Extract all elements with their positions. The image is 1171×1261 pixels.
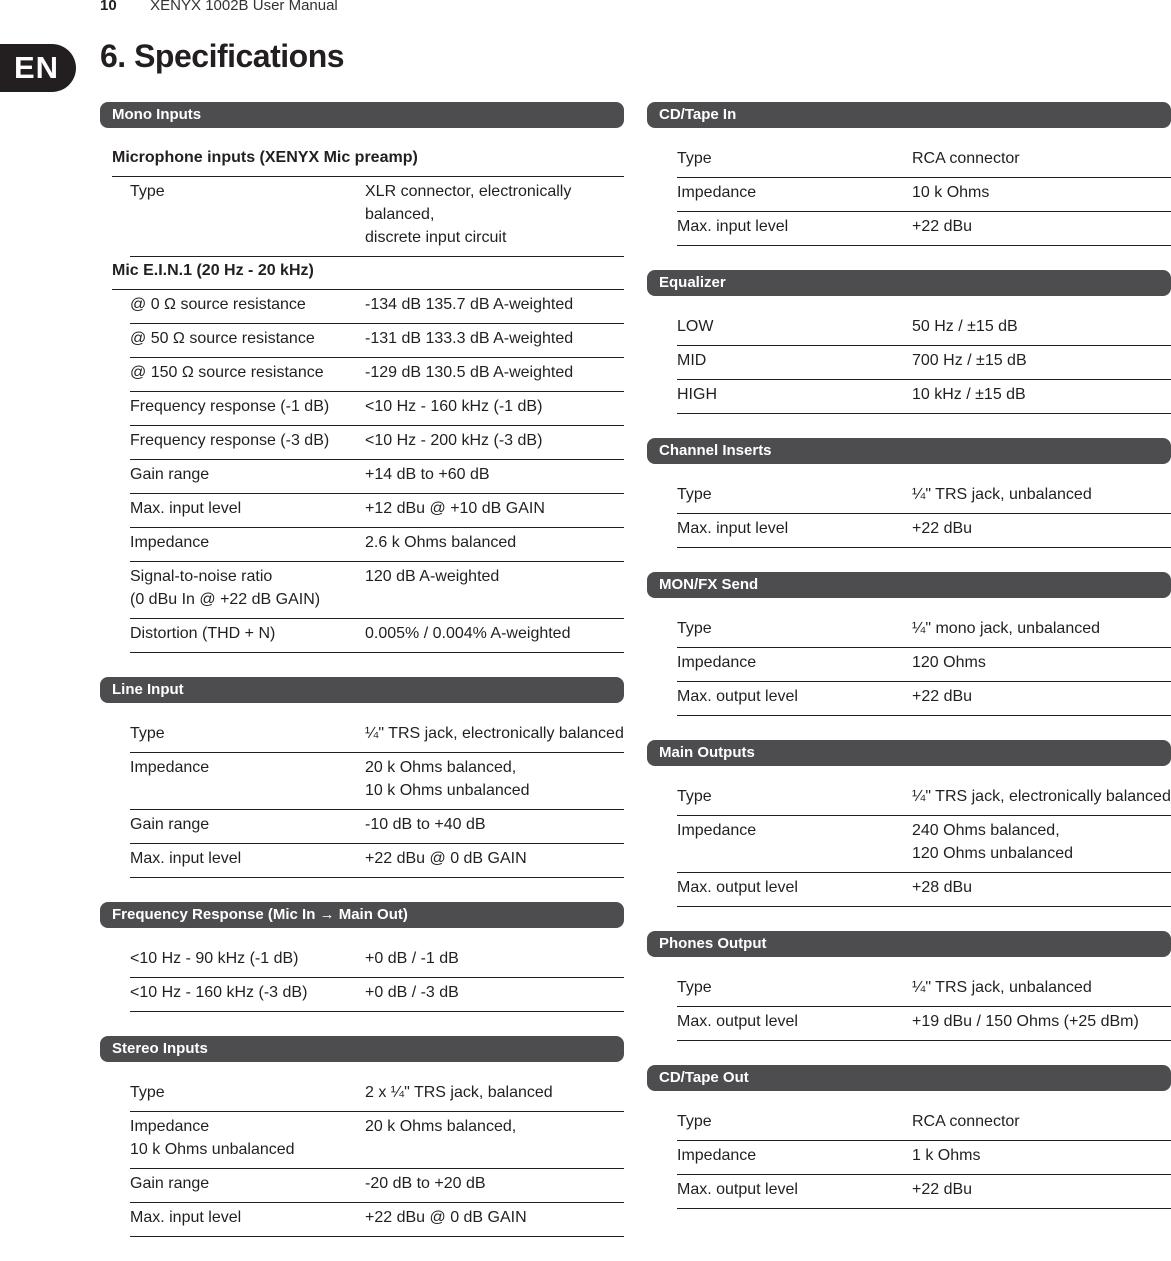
spec-value: 240 Ohms balanced, 120 Ohms unbalanced: [912, 822, 1073, 862]
spec-label: Type: [677, 150, 712, 167]
spec-rows: [647, 1107, 1171, 1209]
spec-label: Max. output level: [677, 1013, 798, 1030]
spec-row: [130, 290, 624, 324]
right-column: [647, 102, 1171, 1233]
spec-label: Type: [677, 486, 712, 503]
spec-row: [677, 973, 1171, 1007]
spec-rows: [100, 144, 624, 653]
spec-value: +22 dBu @ 0 dB GAIN: [365, 850, 527, 867]
spec-value: +22 dBu: [912, 218, 973, 235]
spec-section-frequency-response-mic-in-main-out: [100, 902, 624, 1012]
spec-value: +14 dB to +60 dB: [365, 466, 490, 483]
spec-rows: [647, 782, 1171, 907]
spec-row: [130, 426, 624, 460]
spec-label: Impedance: [677, 822, 757, 839]
spec-label: LOW: [677, 318, 714, 335]
spec-value: +22 dBu: [912, 520, 973, 537]
spec-row: [677, 480, 1171, 514]
spec-label: Frequency response (-3 dB): [130, 432, 330, 449]
spec-value: +22 dBu: [912, 688, 973, 705]
spec-label: MID: [677, 352, 707, 369]
spec-section-mono-inputs: [100, 102, 624, 653]
section-header: Stereo Inputs: [100, 1036, 624, 1062]
spec-subheading: Microphone inputs (XENYX Mic preamp): [112, 144, 624, 177]
spec-value: -129 dB 130.5 dB A-weighted: [365, 364, 574, 381]
spec-label: Distortion (THD + N): [130, 625, 276, 642]
section-header: Channel Inserts: [647, 438, 1171, 464]
spec-value: ¼" TRS jack, electronically balanced: [912, 788, 1171, 805]
section-header: CD/Tape In: [647, 102, 1171, 128]
spec-row: [130, 810, 624, 844]
spec-row: [677, 1007, 1171, 1041]
section-header: MON/FX Send: [647, 572, 1171, 598]
spec-value: XLR connector, electronically balanced, discrete input circuit: [365, 183, 572, 246]
spec-label: Max. output level: [677, 1181, 798, 1198]
spec-label: Impedance 10 k Ohms unbalanced: [130, 1118, 295, 1158]
spec-value: 10 k Ohms: [912, 184, 990, 201]
spec-label: Type: [130, 183, 165, 200]
page-number: 10: [100, 0, 117, 14]
spec-label: Type: [130, 1084, 165, 1101]
spec-label: Impedance: [130, 534, 210, 551]
spec-row: [677, 1141, 1171, 1175]
spec-label: Impedance: [130, 759, 210, 776]
spec-subheading: Mic E.I.N.1 (20 Hz - 20 kHz): [112, 257, 624, 290]
spec-row: [130, 1203, 624, 1237]
language-tab: EN: [0, 44, 76, 92]
spec-value: <10 Hz - 200 kHz (-3 dB): [365, 432, 543, 449]
spec-value: +22 dBu: [912, 1181, 973, 1198]
spec-label: Type: [677, 620, 712, 637]
spec-row: [677, 1175, 1171, 1209]
spec-value: 2 x ¼" TRS jack, balanced: [365, 1084, 553, 1101]
spec-value: ¼" TRS jack, unbalanced: [912, 486, 1092, 503]
spec-row: [130, 528, 624, 562]
spec-row: [130, 460, 624, 494]
spec-label: Type: [677, 1113, 712, 1130]
section-header: Phones Output: [647, 931, 1171, 957]
spec-label: Impedance: [677, 654, 757, 671]
section-header: Main Outputs: [647, 740, 1171, 766]
spec-value: 50 Hz / ±15 dB: [912, 318, 1018, 335]
spec-row: [130, 177, 624, 257]
spec-label: Type: [677, 979, 712, 996]
section-header: Line Input: [100, 677, 624, 703]
spec-row: [130, 1078, 624, 1112]
spec-label: Signal-to-noise ratio (0 dBu In @ +22 dB GAIN): [130, 568, 321, 608]
spec-value: -20 dB to +20 dB: [365, 1175, 486, 1192]
spec-value: +19 dBu / 150 Ohms (+25 dBm): [912, 1013, 1139, 1030]
spec-row: [677, 873, 1171, 907]
spec-label: Max. output level: [677, 879, 798, 896]
spec-label: @ 150 Ω source resistance: [130, 364, 324, 381]
spec-label: Frequency response (-1 dB): [130, 398, 330, 415]
spec-row: [130, 494, 624, 528]
spec-row: [677, 682, 1171, 716]
spec-section-phones-output: [647, 931, 1171, 1041]
spec-row: [677, 1107, 1171, 1141]
spec-value: ¼" TRS jack, unbalanced: [912, 979, 1092, 996]
left-column: [100, 102, 624, 1261]
spec-value: 2.6 k Ohms balanced: [365, 534, 517, 551]
spec-row: [677, 312, 1171, 346]
spec-section-stereo-inputs: [100, 1036, 624, 1237]
spec-rows: [647, 312, 1171, 414]
spec-row: [677, 212, 1171, 246]
spec-row: [130, 619, 624, 653]
spec-label: Max. input level: [130, 1209, 242, 1226]
spec-value: ¼" mono jack, unbalanced: [912, 620, 1101, 637]
spec-label: <10 Hz - 160 kHz (-3 dB): [130, 984, 308, 1001]
spec-value: -131 dB 133.3 dB A-weighted: [365, 330, 574, 347]
spec-value: +22 dBu @ 0 dB GAIN: [365, 1209, 527, 1226]
spec-label: @ 0 Ω source resistance: [130, 296, 306, 313]
spec-label: Max. output level: [677, 688, 798, 705]
spec-value: RCA connector: [912, 1113, 1020, 1130]
spec-value: 1 k Ohms: [912, 1147, 981, 1164]
section-header: Equalizer: [647, 270, 1171, 296]
spec-section-channel-inserts: [647, 438, 1171, 548]
section-header: Frequency Response (Mic In → Main Out): [100, 902, 624, 928]
spec-label: <10 Hz - 90 kHz (-1 dB): [130, 950, 299, 967]
spec-value: 120 Ohms: [912, 654, 986, 671]
spec-label: Max. input level: [130, 850, 242, 867]
spec-label: Gain range: [130, 466, 210, 483]
spec-value: 20 k Ohms balanced, 10 k Ohms unbalanced: [365, 759, 530, 799]
spec-row: [130, 978, 624, 1012]
spec-label: HIGH: [677, 386, 717, 403]
spec-rows: [100, 719, 624, 878]
spec-row: [130, 358, 624, 392]
spec-value: -10 dB to +40 dB: [365, 816, 486, 833]
spec-rows: [647, 614, 1171, 716]
spec-row: [677, 380, 1171, 414]
spec-value: ¼" TRS jack, electronically balanced: [365, 725, 624, 742]
section-header: Mono Inputs: [100, 102, 624, 128]
spec-row: [677, 346, 1171, 380]
spec-row: [130, 562, 624, 619]
spec-row: [677, 144, 1171, 178]
spec-value: <10 Hz - 160 kHz (-1 dB): [365, 398, 543, 415]
spec-value: 20 k Ohms balanced,: [365, 1118, 517, 1135]
running-header: [100, 0, 338, 14]
spec-value: RCA connector: [912, 150, 1020, 167]
spec-rows: [647, 480, 1171, 548]
section-header: CD/Tape Out: [647, 1065, 1171, 1091]
spec-row: [130, 392, 624, 426]
spec-label: Type: [130, 725, 165, 742]
spec-value: +0 dB / -3 dB: [365, 984, 459, 1001]
spec-section-equalizer: [647, 270, 1171, 414]
spec-value: 700 Hz / ±15 dB: [912, 352, 1027, 369]
spec-label: Max. input level: [130, 500, 242, 517]
spec-label: Impedance: [677, 1147, 757, 1164]
spec-rows: [100, 1078, 624, 1237]
spec-row: [130, 1169, 624, 1203]
spec-label: Max. input level: [677, 520, 789, 537]
spec-row: [130, 944, 624, 978]
spec-value: 0.005% / 0.004% A-weighted: [365, 625, 571, 642]
spec-label: @ 50 Ω source resistance: [130, 330, 315, 347]
spec-value: 10 kHz / ±15 dB: [912, 386, 1026, 403]
spec-value: +0 dB / -1 dB: [365, 950, 459, 967]
spec-section-mon-fx-send: [647, 572, 1171, 716]
spec-row: [130, 753, 624, 810]
spec-row: [130, 719, 624, 753]
spec-value: +12 dBu @ +10 dB GAIN: [365, 500, 545, 517]
spec-label: Impedance: [677, 184, 757, 201]
spec-value: +28 dBu: [912, 879, 973, 896]
spec-section-line-input: [100, 677, 624, 878]
spec-rows: [647, 973, 1171, 1041]
page-title: 6. Specifications: [100, 38, 345, 74]
spec-label: Max. input level: [677, 218, 789, 235]
spec-label: Gain range: [130, 816, 210, 833]
spec-rows: [100, 944, 624, 1012]
spec-row: [677, 648, 1171, 682]
spec-section-cd-tape-out: [647, 1065, 1171, 1209]
spec-section-cd-tape-in: [647, 102, 1171, 246]
spec-row: [677, 816, 1171, 873]
spec-label: Type: [677, 788, 712, 805]
spec-value: 120 dB A-weighted: [365, 568, 500, 585]
spec-label: Gain range: [130, 1175, 210, 1192]
spec-row: [677, 614, 1171, 648]
spec-row: [677, 178, 1171, 212]
spec-value: -134 dB 135.7 dB A-weighted: [365, 296, 574, 313]
spec-row: [677, 514, 1171, 548]
manual-title: XENYX 1002B User Manual: [150, 0, 338, 14]
spec-row: [130, 324, 624, 358]
spec-row: [677, 782, 1171, 816]
spec-row: [130, 1112, 624, 1169]
spec-section-main-outputs: [647, 740, 1171, 907]
spec-row: [130, 844, 624, 878]
spec-rows: [647, 144, 1171, 246]
